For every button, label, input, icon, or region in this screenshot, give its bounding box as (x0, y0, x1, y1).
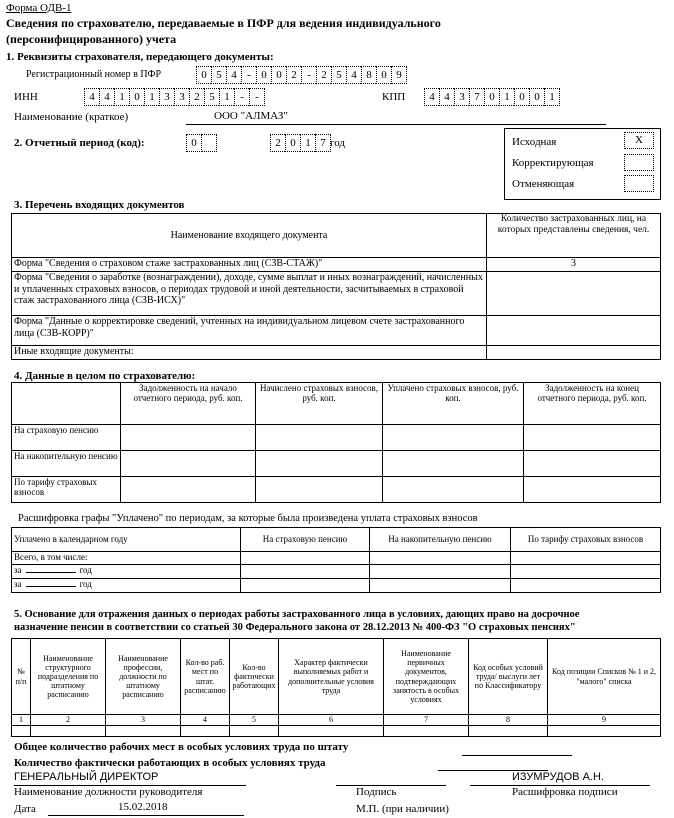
digit-cell[interactable]: 5 (211, 66, 226, 84)
doc-row-count[interactable] (487, 272, 661, 316)
kpp-label: КПП (382, 91, 406, 103)
col-number: 1 (12, 715, 31, 726)
digit-cell[interactable]: 1 (219, 88, 234, 106)
form-code: Форма ОДВ-1 (6, 2, 72, 14)
docs-col-name-header: Наименование входящего документа (12, 214, 487, 258)
type-cancelling: Отменяющая (512, 178, 575, 190)
data-cell[interactable] (383, 451, 524, 477)
org-name-value[interactable]: ООО "АЛМАЗ" (214, 110, 288, 122)
data-cell[interactable] (524, 451, 661, 477)
digit-cell[interactable]: 3 (454, 88, 469, 106)
special-cell[interactable] (106, 726, 181, 737)
data-cell[interactable] (121, 477, 256, 503)
col-number: 2 (31, 715, 106, 726)
data-row-label: На страховую пенсию (12, 425, 121, 451)
reg-number-cells[interactable] (196, 66, 407, 83)
section2-heading: 2. Отчетный период (код): (14, 137, 145, 149)
type-correcting: Корректирующая (512, 157, 594, 169)
digit-cell[interactable]: 5 (204, 88, 219, 106)
special-col-header: Кол-во раб. мест по штат. расписанию (181, 639, 230, 715)
data-cell[interactable] (256, 477, 383, 503)
special-conditions-table (11, 638, 661, 737)
date-label: Дата (14, 803, 36, 815)
digit-cell[interactable]: 0 (196, 66, 211, 84)
inn-label: ИНН (14, 91, 38, 103)
digit-cell[interactable]: 4 (226, 66, 241, 84)
section5-heading-line1: 5. Основание для отражения данных о периодах работы застрахованного лица в условиях, дающих право на досрочное (14, 609, 580, 620)
data-corner-cell (12, 383, 121, 425)
breakdown-cell[interactable] (511, 579, 661, 593)
digit-cell[interactable]: 4 (346, 66, 361, 84)
doc-row-count[interactable] (487, 346, 661, 360)
period-code-cells[interactable] (186, 134, 202, 151)
digit-cell[interactable]: 1 (499, 88, 514, 106)
data-cell[interactable] (121, 451, 256, 477)
breakdown-cell[interactable] (511, 565, 661, 579)
special-col-header: Характер фактически выполняемых работ и дополнительные условия труда (279, 639, 384, 715)
digit-cell[interactable]: 0 (271, 66, 286, 84)
digit-cell[interactable]: 3 (159, 88, 174, 106)
special-col-header: Наименование первичных документов, подтверждающих занятость в особых условиях (384, 639, 469, 715)
digit-cell[interactable]: - (241, 66, 256, 84)
kpp-cells[interactable] (424, 88, 560, 105)
special-col-header: № п/п (12, 639, 31, 715)
special-col-header: Код особых условий труда/ выслуги лет по Классификатору (469, 639, 548, 715)
breakdown-cell[interactable] (370, 552, 511, 565)
doc-row-name: Форма "Сведения о заработке (вознаграждении), доходе, сумме выплат и иных вознаграждений, начисленных и уплаченных страховых взносов, о периодах трудовой и иной деятельности, засчитываемых в страховой стаж застрахованного лица (СЗВ-ИСХ)" (12, 272, 487, 316)
digit-cell[interactable]: 0 (186, 134, 202, 152)
digit-cell[interactable]: 4 (439, 88, 454, 106)
col-number: 5 (230, 715, 279, 726)
type-cancelling-mark[interactable] (624, 175, 654, 192)
data-col-header: Уплачено страховых взносов, руб. коп. (383, 383, 524, 425)
data-col-header: Начислено страховых взносов, руб. коп. (256, 383, 383, 425)
stamp-label: М.П. (при наличии) (356, 803, 449, 815)
breakdown-year-prefix: за (14, 579, 22, 589)
breakdown-col-header: По тарифу страховых взносов (511, 528, 661, 552)
digit-cell[interactable]: - (301, 66, 316, 84)
year-label: год (330, 137, 346, 149)
digit-cell[interactable]: - (234, 88, 249, 106)
incoming-docs-table (11, 213, 661, 360)
signature-label: Подпись (356, 786, 397, 798)
total-places-by-staff: Общее количество рабочих мест в особых условиях труда по штату (14, 741, 349, 753)
digit-cell[interactable]: 0 (529, 88, 544, 106)
digit-cell[interactable]: 1 (144, 88, 159, 106)
special-col-header: Код позиции Списков № 1 и 2, "малого" списка (548, 639, 661, 715)
report-year-cells[interactable] (270, 134, 331, 151)
breakdown-col-header: Уплачено в календарном году (12, 528, 241, 552)
col-number: 9 (548, 715, 661, 726)
breakdown-cell[interactable] (241, 565, 370, 579)
paid-breakdown-table (11, 527, 661, 593)
digit-cell[interactable]: 1 (544, 88, 560, 106)
position-label: Наименование должности руководителя (14, 786, 203, 798)
digit-cell[interactable]: 4 (99, 88, 114, 106)
digit-cell[interactable]: 3 (174, 88, 189, 106)
breakdown-year-row (12, 565, 241, 579)
data-col-header: Задолженность на конец отчетного периода, руб. коп. (524, 383, 661, 425)
digit-cell[interactable]: 0 (285, 134, 300, 152)
col-number: 8 (469, 715, 548, 726)
date-line (48, 815, 244, 816)
head-fio-value[interactable]: ИЗУМРУДОВ А.Н. (512, 771, 604, 783)
breakdown-year-prefix: за (14, 565, 22, 575)
special-cell[interactable] (230, 726, 279, 737)
breakdown-total-label: Всего, в том числе: (12, 552, 241, 565)
special-cell[interactable] (12, 726, 31, 737)
special-cell[interactable] (279, 726, 384, 737)
special-cell[interactable] (31, 726, 106, 737)
breakdown-col-header: На страховую пенсию (241, 528, 370, 552)
digit-cell[interactable]: 0 (514, 88, 529, 106)
data-cell[interactable] (524, 425, 661, 451)
digit-cell[interactable]: 4 (424, 88, 439, 106)
digit-cell[interactable]: 5 (331, 66, 346, 84)
data-cell[interactable] (121, 425, 256, 451)
form-title-line2: (персонифицированного) учета (6, 32, 177, 46)
year-input[interactable] (26, 586, 76, 587)
section5-heading-line2: назначение пенсии в соответствии со статьей 30 Федерального закона от 28.12.2013 № 400-ФЗ "О страховых пенсиях" (14, 622, 576, 633)
breakdown-cell[interactable] (241, 579, 370, 593)
period-code-cell-empty[interactable] (202, 134, 217, 152)
breakdown-year-suffix: год (79, 579, 92, 589)
section4-heading: 4. Данные в целом по страхователю: (14, 370, 196, 382)
type-original: Исходная (512, 136, 557, 148)
head-position-value[interactable]: ГЕНЕРАЛЬНЫЙ ДИРЕКТОР (14, 771, 159, 783)
special-col-header: Наименование структурного подразделения по штатному расписанию (31, 639, 106, 715)
digit-cell[interactable]: 2 (270, 134, 285, 152)
total-actual-workers: Количество фактически работающих в особых условиях труда (14, 757, 326, 769)
digit-cell[interactable]: 0 (256, 66, 271, 84)
data-cell[interactable] (524, 477, 661, 503)
col-number: 7 (384, 715, 469, 726)
doc-row-name: Форма "Данные о корректировке сведений, учтенных на индивидуальном лицевом счете застрахованного лица (СЗВ-КОРР)" (12, 316, 487, 346)
org-name-underline (186, 124, 606, 125)
digit-cell[interactable]: 9 (391, 66, 407, 84)
col-number: 3 (106, 715, 181, 726)
total-places-line[interactable] (462, 755, 572, 756)
digit-cell[interactable]: 1 (300, 134, 315, 152)
col-number: 6 (279, 715, 384, 726)
digit-cell[interactable]: - (249, 88, 265, 106)
year-input[interactable] (26, 572, 76, 573)
breakdown-year-suffix: год (79, 565, 92, 575)
digit-cell[interactable]: 0 (484, 88, 499, 106)
special-cell[interactable] (469, 726, 548, 737)
data-row-label: На накопительную пенсию (12, 451, 121, 477)
doc-row-count[interactable] (487, 316, 661, 346)
data-cell[interactable] (383, 477, 524, 503)
digit-cell[interactable]: 8 (361, 66, 376, 84)
form-title-line1: Сведения по страхователю, передаваемые в ПФР для ведения индивидуального (6, 16, 441, 30)
breakdown-cell[interactable] (241, 552, 370, 565)
doc-row-count[interactable]: 3 (487, 258, 661, 272)
reg-number-label: Регистрационный номер в ПФР (26, 69, 161, 80)
special-cell[interactable] (384, 726, 469, 737)
type-correcting-mark[interactable] (624, 154, 654, 171)
org-name-label: Наименование (краткое) (14, 111, 129, 123)
inn-cells[interactable] (84, 88, 265, 105)
section3-heading: 3. Перечень входящих документов (14, 199, 185, 211)
data-cell[interactable] (256, 425, 383, 451)
special-cell[interactable] (181, 726, 230, 737)
breakdown-cell[interactable] (370, 565, 511, 579)
section1-heading: 1. Реквизиты страхователя, передающего документы: (6, 51, 274, 63)
col-number: 4 (181, 715, 230, 726)
docs-col-count-header: Количество застрахованных лиц, на которых представлены сведения, чел. (487, 214, 661, 258)
special-col-header: Наименование профессии, должности по штатному расписанию (106, 639, 181, 715)
data-cell[interactable] (383, 425, 524, 451)
digit-cell[interactable]: 0 (376, 66, 391, 84)
doc-row-name: Форма "Сведения о страховом стаже застрахованных лиц (СЗВ-СТАЖ)" (12, 258, 487, 272)
digit-cell[interactable]: 2 (316, 66, 331, 84)
decode-label: Расшифровка подписи (512, 786, 618, 798)
digit-cell[interactable]: 2 (189, 88, 204, 106)
breakdown-year-row (12, 579, 241, 593)
digit-cell[interactable]: 7 (469, 88, 484, 106)
special-col-header: Кол-во фактически работающих (230, 639, 279, 715)
data-cell[interactable] (256, 451, 383, 477)
insurer-data-table (11, 382, 661, 503)
digit-cell[interactable]: 1 (114, 88, 129, 106)
data-col-header: Задолженность на начало отчетного периода, руб. коп. (121, 383, 256, 425)
data-row-label: По тарифу страховых взносов (12, 477, 121, 503)
doc-row-name: Иные входящие документы: (12, 346, 487, 360)
breakdown-cell[interactable] (370, 579, 511, 593)
breakdown-title: Расшифровка графы "Уплачено" по периодам, за которые была произведена уплата страховых взносов (18, 513, 478, 524)
digit-cell[interactable]: 0 (129, 88, 144, 106)
breakdown-col-header: На накопительную пенсию (370, 528, 511, 552)
type-original-mark[interactable]: X (624, 132, 654, 149)
digit-cell[interactable]: 7 (315, 134, 331, 152)
digit-cell[interactable]: 2 (286, 66, 301, 84)
date-value[interactable]: 15.02.2018 (118, 801, 168, 813)
digit-cell[interactable]: 4 (84, 88, 99, 106)
breakdown-cell[interactable] (511, 552, 661, 565)
special-cell[interactable] (548, 726, 661, 737)
